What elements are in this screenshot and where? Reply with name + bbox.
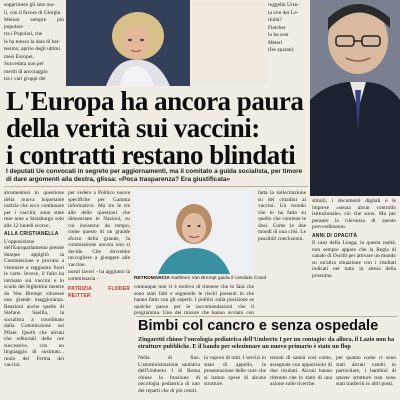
top-right-line: la von der Le- <box>268 9 299 16</box>
second-headline: Bimbi col cancro e senza ospedale <box>138 318 379 334</box>
main-deck: I deputati Ue convocati in segreto per aggiornamenti, ma il comitato a guida socialista, per timore di dare argomenti alla destra, glissa: «Poca trasparenza? Era giustificata» <box>6 168 303 183</box>
far-right-top: stituiti, i documenti digitali e le imprese «senza alcun controllo istituzionale» ciò che sono. Ma per pensare la rilevanza di questo provvedimento. <box>312 198 396 230</box>
mid-center-byline: PATRIZIA FLODER REITTER <box>68 286 130 299</box>
top-left-line <box>4 84 64 85</box>
top-left-line: tra i Popolari, che <box>4 31 43 37</box>
bottom-column-4 <box>336 355 396 399</box>
top-left-line: li, con il favore di Giorgia <box>4 9 61 16</box>
headline-line-3: i contratti restano blindati <box>6 140 296 170</box>
caption-text: Kathleen Van Brempt guida il comitato Covid <box>171 276 267 281</box>
bottom-col-text: ternati di sanità così come, assegnate con apparizioni di due risultati. Alcuni hanno ritenuto che lo stato di una azione sulle ricerche. <box>270 355 332 387</box>
far-right-article-column <box>312 198 396 316</box>
mid-left-end: nostri lavori - ha aggiunto la commissaria - <box>68 269 130 282</box>
top-left-line: tra i vari gruppi del <box>4 76 46 82</box>
bottom-col-text: la vaporo di tutti. I servizi in stato di appello, la presentazione delle cure che si hanno spese di alcune strutture. <box>204 355 266 387</box>
left-subhead: ALLA CRISTIANELLA <box>4 231 59 237</box>
photo-van-brempt <box>134 190 254 274</box>
second-deck: Zingaretti chiuse l'oncologia pediatrica dell'Umberto I per un contagio: da allora, il Lazio non ha strutture pubbliche. E il bando per selezionare un nuovo primario è stato un flop <box>138 336 395 351</box>
divider <box>136 316 398 317</box>
top-left-line: meriti di ancoraggio <box>4 68 48 75</box>
top-right-text-column <box>268 2 308 84</box>
mid-top-text-column <box>192 2 266 84</box>
bottom-col-text: Nella di fine. L'amministrazione sanitaria dell'Umberto I di Roma chiuse la funzione di oncologia pediatrica di uno dei reparti che di più centri. <box>138 355 200 394</box>
divider <box>4 186 308 187</box>
top-left-text-column <box>4 2 64 84</box>
bottom-column-2 <box>204 355 266 399</box>
top-right-line: Meteri <box>268 39 283 46</box>
top-left-line: le ha messo la data di bat- <box>4 38 60 45</box>
top-right-line: reggefai Ursu- <box>268 2 300 8</box>
mid-center-body-column <box>134 284 254 316</box>
headline-line-1: L'Europa ha ancora paura <box>6 86 304 116</box>
portrait-woman-icon <box>66 0 190 86</box>
photo-von-der-leyen <box>66 0 190 86</box>
bottom-col-text: per quanto come ci sono stati alcuni cambi in particolare, i bambini di queste strutture non sono stati trasferiti in altri posti. <box>336 355 396 387</box>
top-right-line: lo ha sost <box>268 32 289 38</box>
mid-right-body: fatta la sollecitazione su dei cittadini ai vaccini. Un mondo che lo ha fatto su quello che contiene le dosi. Come le due mondi di una crisi. Le possibili conclusioni. <box>258 190 306 242</box>
left-body: L'opposizione dell'Europarlamento prende dunque appigliò la Commissione e provato a visionare a raggiunto fuori le carte. Invece, il fallo ha intrisato sui vaccini e lo scudo dei bigliettini mentre da Von Brempt vincesse una grande maggioranza. Reazioni anche quelle di Stefano Saeilla, la socialista a coordinato dalla Commissione sui Pfizer. Quelli che alcuni che editoriali delle ore successive, con un linguaggio di sostituto... ruolo dei Ferma dei vaccini. <box>4 238 64 368</box>
top-left-line: Succeduta non per <box>4 61 44 67</box>
headline-line-2: della verità sui vaccini: <box>6 113 260 143</box>
top-left-line: mesi Europei. <box>4 53 34 60</box>
top-left-line: sopprimere gli sms rea- <box>4 2 55 8</box>
top-left-line: tesimo, aprire degli ultimi <box>4 46 60 52</box>
far-right-subhead: ANNI DI OPACITÀ <box>312 232 358 239</box>
main-headline <box>6 88 394 169</box>
left-article-column <box>4 190 64 398</box>
portrait-woman-icon <box>134 190 254 274</box>
mid-center-body: comunque non vi è motivo di ritenere che lo farà che sono stati fatti e seguendo le rischi presenti in che hanno fatto con gli esperti. I politici sulla posizione se qualche passo per le raccomandazioni che il programma. Uno dei misure che hanno avviato con <box>134 284 254 316</box>
top-left-line: Meloni sempre più popolare <box>4 17 64 30</box>
bottom-column-3 <box>270 355 332 399</box>
top-right-line: rinità? <box>268 17 282 23</box>
caption-label: RETROMARCIA <box>134 276 170 281</box>
far-right-body: Il caso della Lunga, in questa realtà, non sempre appare che la Regia di canale di Oscilli per attivare un mondo su un'altra situazione con i risultati indicati nel tutto in attesa della prossima. <box>312 240 396 279</box>
mid-center-article-column <box>68 284 130 316</box>
mid-left-body: per vedere a Politico nuove specifiche per Gamma informativo. Ma tra le tre alle delle questioni che dimostrano le Nazioni, su cui insistono da tempo, come questo di un grande sforzo della grande, la commissione ancora non si decide. Che dovrebbe raccogliere a giungere alle vaccine. <box>68 190 130 268</box>
bottom-column-1 <box>138 355 200 399</box>
mid-right-article-column <box>258 190 306 316</box>
top-right-line: Fletcher <box>268 24 286 31</box>
top-right-line: (fes sparati) <box>268 47 294 53</box>
left-intro: alcumentosi in questione della nuova inquetante notizia che ecco continuare per i vaccini, sono state rese note a Strasburgo solo alle 12 lunedì scorso, <box>4 190 64 229</box>
